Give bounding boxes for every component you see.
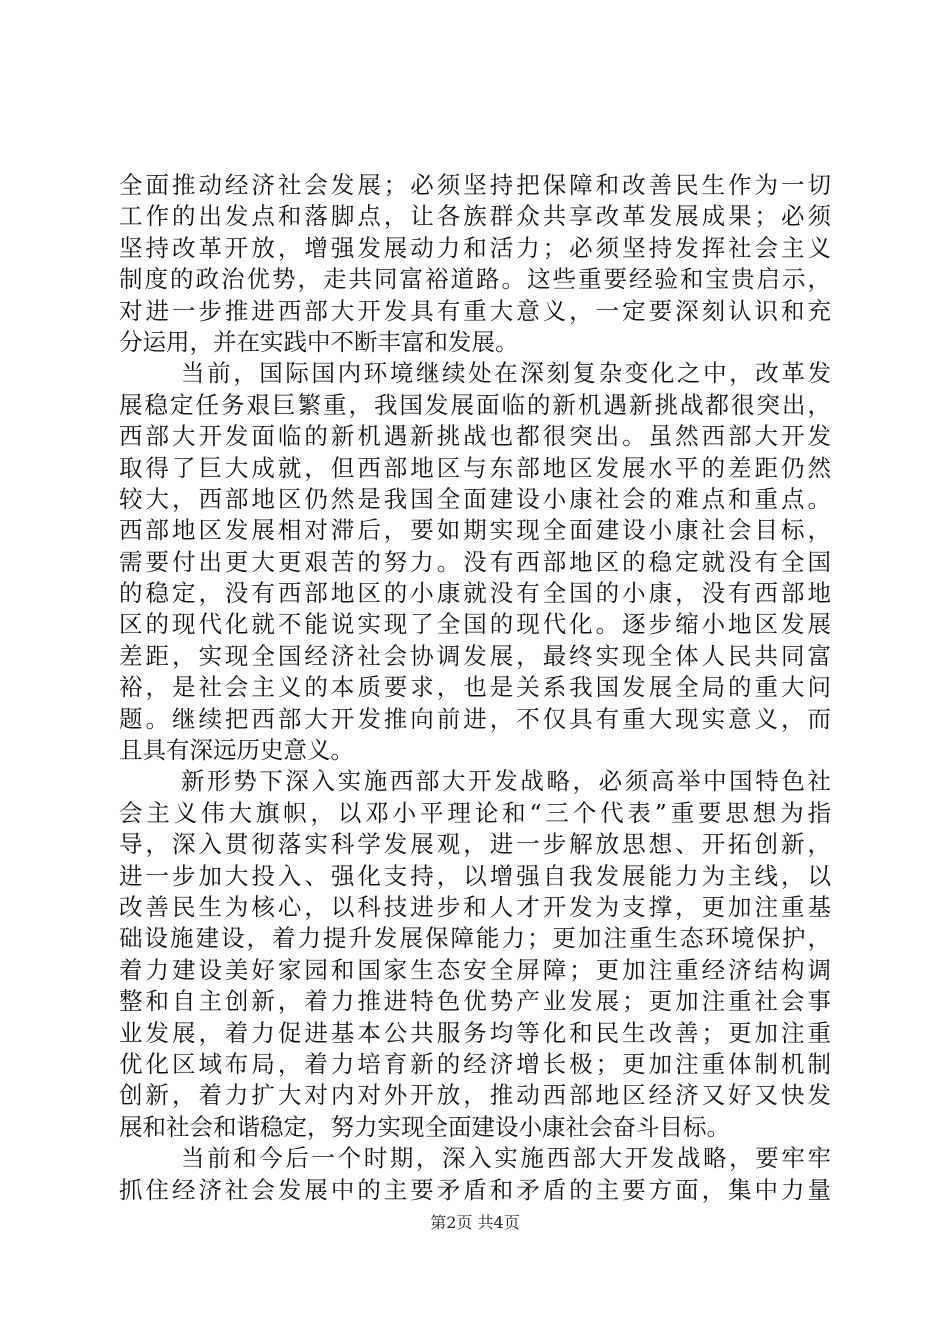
- text-line: 取得了巨大成就，但西部地区与东部地区发展水平的差距仍然: [119, 453, 831, 482]
- text-line: 进一步加大投入、强化支持，以增强自我发展能力为主线，以: [119, 861, 831, 890]
- document-body: [119, 170, 831, 1206]
- text-line: 的稳定，没有西部地区的小康就没有全国的小康，没有西部地: [119, 579, 831, 608]
- text-line: 分运用，并在实践中不断丰富和发展。: [119, 327, 519, 356]
- text-line: 会主义伟大旗帜，以邓小平理论和“三个代表”重要思想为指: [119, 798, 831, 827]
- text-line: 础设施建设，着力提升发展保障能力；更加注重生态环境保护，: [119, 924, 831, 953]
- page-footer: 第2页 共4页: [430, 1213, 520, 1232]
- text-line: 需要付出更大更艰苦的努力。没有西部地区的稳定就没有全国: [119, 547, 831, 576]
- text-line: 优化区域布局，着力培育新的经济增长极；更加注重体制机制: [119, 1049, 831, 1078]
- text-line: 题。继续把西部大开发推向前进，不仅具有重大现实意义，而: [119, 704, 831, 733]
- text-line: 全面推动经济社会发展；必须坚持把保障和改善民生作为一切: [119, 171, 831, 199]
- text-line: 坚持改革开放，增强发展动力和活力；必须坚持发挥社会主义: [119, 233, 831, 262]
- text-line: 改善民生为核心，以科技进步和人才开发为支撑，更加注重基: [119, 892, 831, 921]
- text-line: 制度的政治优势，走共同富裕道路。这些重要经验和宝贵启示，: [119, 265, 831, 294]
- text-line: 着力建设美好家园和国家生态安全屏障；更加注重经济结构调: [119, 955, 831, 984]
- text-line: 差距，实现全国经济社会协调发展，最终实现全体人民共同富: [119, 641, 831, 670]
- text-line: 展和社会和谐稳定，努力实现全面建设小康社会奋斗目标。: [119, 1112, 730, 1141]
- text-line: 且具有深远历史意义。: [119, 736, 354, 765]
- text-line: 当前和今后一个时期，深入实施西部大开发战略，要牢牢: [181, 1144, 831, 1173]
- text-line: 导，深入贯彻落实科学发展观，进一步解放思想、开拓创新，: [119, 830, 831, 859]
- text-line: 展稳定任务艰巨繁重，我国发展面临的新机遇新挑战都很突出，: [119, 390, 831, 419]
- text-line: 创新，着力扩大对内对外开放，推动西部地区经济又好又快发: [119, 1081, 831, 1110]
- text-line: 新形势下深入实施西部大开发战略，必须高举中国特色社: [181, 767, 831, 796]
- text-line: 当前，国际国内环境继续处在深刻复杂变化之中，改革发: [181, 359, 831, 388]
- text-line: 业发展，着力促进基本公共服务均等化和民生改善；更加注重: [119, 1018, 831, 1047]
- text-line: 整和自主创新，着力推进特色优势产业发展；更加注重社会事: [119, 987, 831, 1016]
- text-line: 工作的出发点和落脚点，让各族群众共享改革发展成果；必须: [119, 202, 831, 231]
- text-line: 区的现代化就不能说实现了全国的现代化。逐步缩小地区发展: [119, 610, 831, 639]
- text-line: 较大，西部地区仍然是我国全面建设小康社会的难点和重点。: [119, 484, 831, 513]
- text-line: 裕，是社会主义的本质要求，也是关系我国发展全局的重大问: [119, 673, 831, 702]
- text-line: 抓住经济社会发展中的主要矛盾和矛盾的主要方面，集中力量: [119, 1175, 831, 1204]
- text-line: 西部大开发面临的新机遇新挑战也都很突出。虽然西部大开发: [119, 422, 831, 451]
- text-line: 西部地区发展相对滞后，要如期实现全面建设小康社会目标，: [119, 516, 831, 545]
- text-line: 对进一步推进西部大开发具有重大意义，一定要深刻认识和充: [119, 296, 831, 325]
